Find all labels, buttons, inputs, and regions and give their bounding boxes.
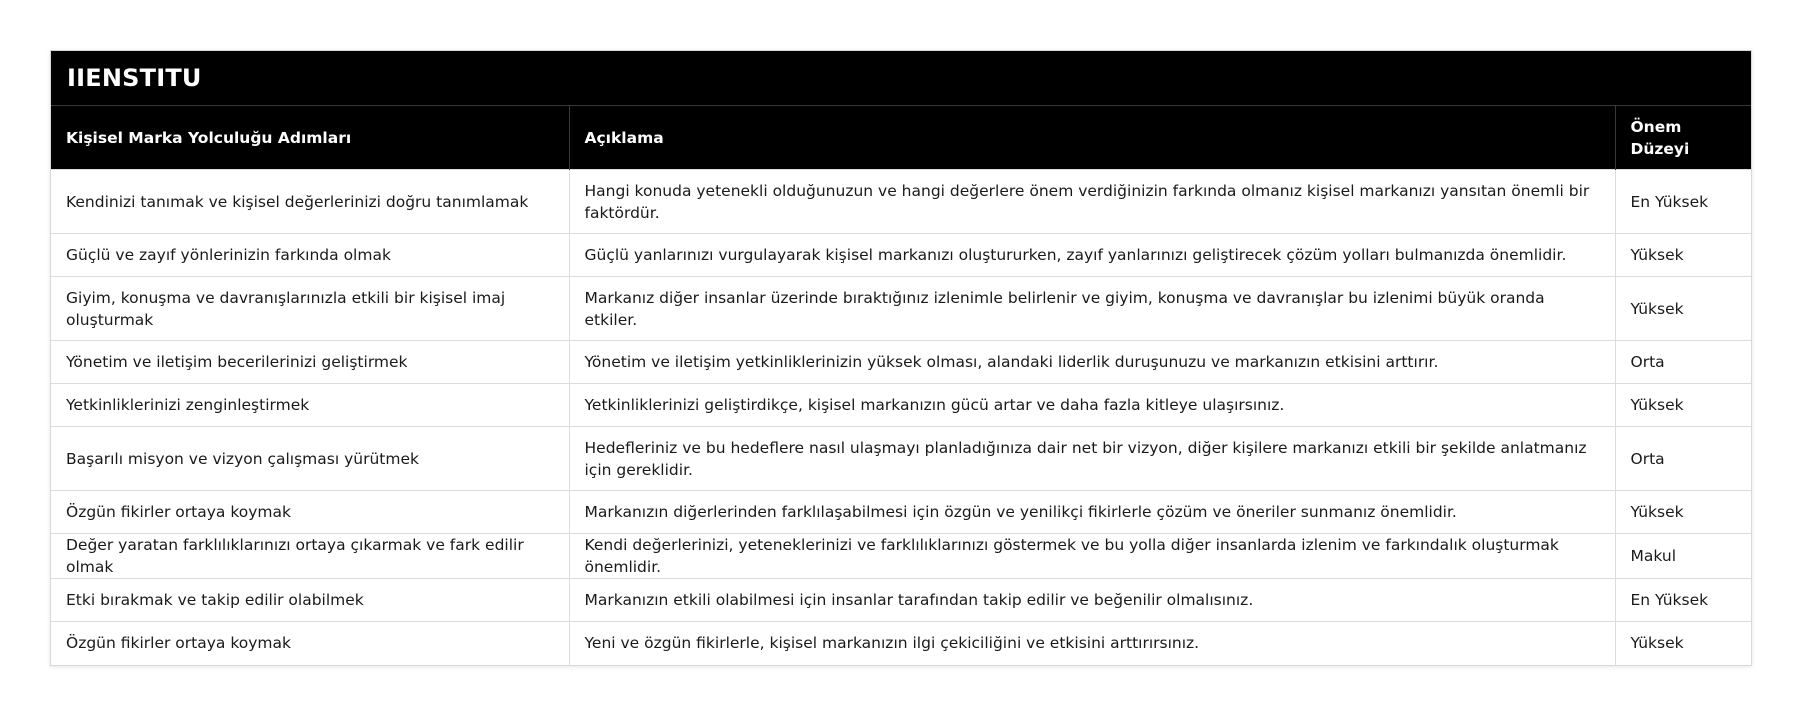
table-row <box>51 341 1751 384</box>
table-row <box>51 277 1751 341</box>
personal-brand-table <box>51 105 1751 665</box>
cell-description: Markanızın etkili olabilmesi için insanlar tarafından takip edilir ve beğenilir olmalısınız. <box>569 579 1615 622</box>
cell-step: Yönetim ve iletişim becerilerinizi geliştirmek <box>51 341 569 384</box>
cell-importance: En Yüksek <box>1615 170 1751 234</box>
cell-importance: Yüksek <box>1615 622 1751 665</box>
table-row <box>51 579 1751 622</box>
cell-description: Yeni ve özgün fikirlerle, kişisel markanızın ilgi çekiciliğini ve etkisini arttırırsınız. <box>569 622 1615 665</box>
cell-step: Özgün fikirler ortaya koymak <box>51 491 569 534</box>
cell-step: Yetkinliklerinizi zenginleştirmek <box>51 384 569 427</box>
table-row <box>51 491 1751 534</box>
cell-importance: Makul <box>1615 534 1751 579</box>
cell-description: Kendi değerlerinizi, yeteneklerinizi ve farklılıklarınızı göstermek ve bu yolla diğer insanlarda izlenim ve farkındalık oluşturmak önemlidir. <box>569 534 1615 579</box>
cell-importance: Yüksek <box>1615 234 1751 277</box>
cell-description: Markanızın diğerlerinden farklılaşabilmesi için özgün ve yenilikçi fikirlerle çözüm ve öneriler sunmanız önemlidir. <box>569 491 1615 534</box>
cell-step: Etki bırakmak ve takip edilir olabilmek <box>51 579 569 622</box>
cell-description: Yönetim ve iletişim yetkinliklerinizin yüksek olması, alandaki liderlik duruşunuzu ve markanızın etkisini arttırır. <box>569 341 1615 384</box>
brand-title: IIENSTITU <box>51 51 1751 105</box>
column-header-importance: Önem Düzeyi <box>1615 106 1751 170</box>
cell-importance: Yüksek <box>1615 277 1751 341</box>
cell-description: Markanız diğer insanlar üzerinde bıraktığınız izlenimle belirlenir ve giyim, konuşma ve davranışlar bu izlenimi büyük oranda etkiler. <box>569 277 1615 341</box>
cell-importance: Yüksek <box>1615 491 1751 534</box>
table-row <box>51 427 1751 491</box>
table-row <box>51 622 1751 665</box>
cell-step: Kendinizi tanımak ve kişisel değerlerinizi doğru tanımlamak <box>51 170 569 234</box>
column-header-steps: Kişisel Marka Yolculuğu Adımları <box>51 106 569 170</box>
table-row <box>51 170 1751 234</box>
cell-importance: Orta <box>1615 341 1751 384</box>
cell-description: Güçlü yanlarınızı vurgulayarak kişisel markanızı oluştururken, zayıf yanlarınızı geliştirecek çözüm yolları bulmanızda önemlidir. <box>569 234 1615 277</box>
table-header-row <box>51 106 1751 170</box>
table-row <box>51 534 1751 579</box>
cell-step: Değer yaratan farklılıklarınızı ortaya çıkarmak ve fark edilir olmak <box>51 534 569 579</box>
cell-importance: Orta <box>1615 427 1751 491</box>
cell-step: Giyim, konuşma ve davranışlarınızla etkili bir kişisel imaj oluşturmak <box>51 277 569 341</box>
cell-step: Güçlü ve zayıf yönlerinizin farkında olmak <box>51 234 569 277</box>
cell-description: Hedefleriniz ve bu hedeflere nasıl ulaşmayı planladığınıza dair net bir vizyon, diğer kişilere markanızı etkili bir şekilde anlatmanız için gereklidir. <box>569 427 1615 491</box>
cell-description: Hangi konuda yetenekli olduğunuzun ve hangi değerlere önem verdiğinizin farkında olmanız kişisel markanızı yansıtan önemli bir faktördür. <box>569 170 1615 234</box>
cell-step: Başarılı misyon ve vizyon çalışması yürütmek <box>51 427 569 491</box>
content-card <box>50 50 1752 666</box>
table-row <box>51 234 1751 277</box>
cell-importance: Yüksek <box>1615 384 1751 427</box>
cell-importance: En Yüksek <box>1615 579 1751 622</box>
column-header-description: Açıklama <box>569 106 1615 170</box>
table-row <box>51 384 1751 427</box>
cell-step: Özgün fikirler ortaya koymak <box>51 622 569 665</box>
cell-description: Yetkinliklerinizi geliştirdikçe, kişisel markanızın gücü artar ve daha fazla kitleye ulaşırsınız. <box>569 384 1615 427</box>
